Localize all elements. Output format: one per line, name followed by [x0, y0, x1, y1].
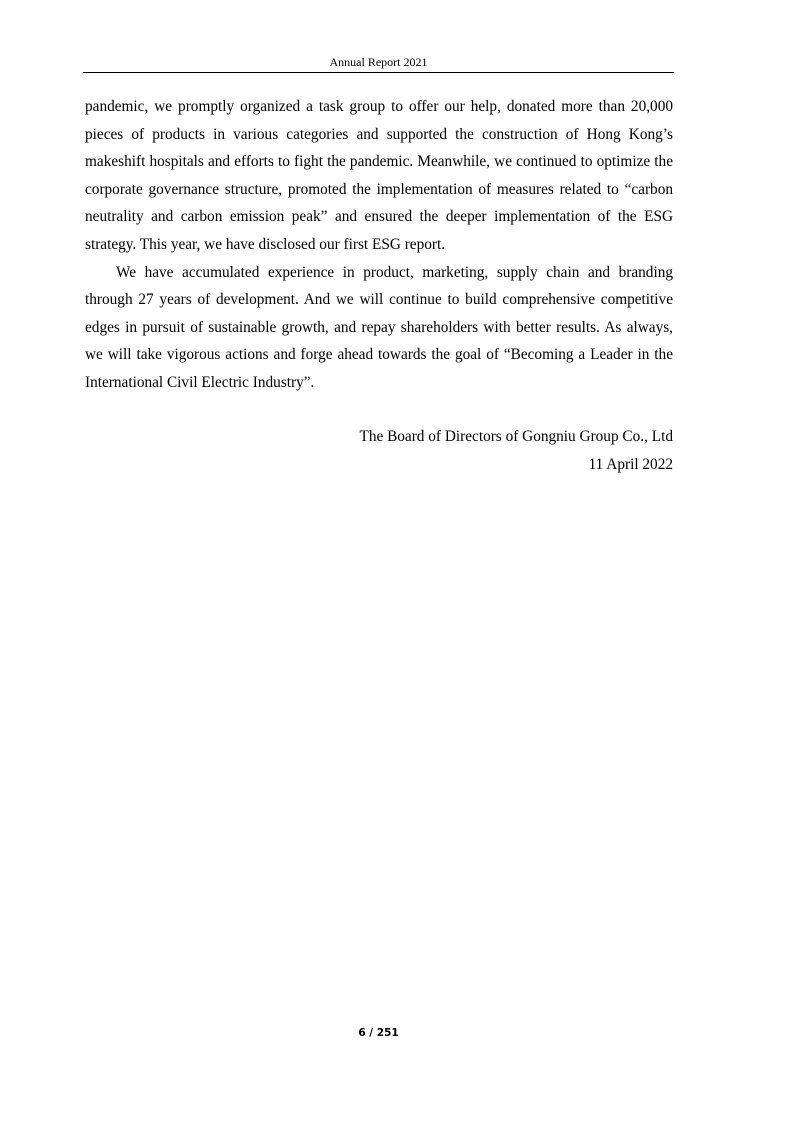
page-header: [83, 52, 674, 73]
body-text: [85, 93, 673, 397]
body-paragraph: We have accumulated experience in product, marketing, supply chain and branding through 27 years of development. And we will continue to build comprehensive competitive edges in pursuit of sustainable growth, and repay shareholders with better results. As always, we will take vigorous actions and forge ahead towards the goal of “Becoming a Leader in the International Civil Electric Industry”.: [85, 263, 673, 391]
body-paragraph-continued: pandemic, we promptly organized a task group to offer our help, donated more than 20,000 pieces of products in various categories and supported the construction of Hong Kong’s makeshift hospitals and efforts to fight the pandemic. Meanwhile, we continued to optimize the corporate governance structure, promoted the implementation of measures related to “carbon neutrality and carbon emission peak” and ensured the deeper implementation of the ESG strategy. This year, we have disclosed our first ESG report.: [85, 98, 673, 253]
signatory: The Board of Directors of Gongniu Group Co., Ltd: [359, 428, 673, 445]
page-number: 6 / 251: [358, 1027, 399, 1039]
signature-date: 11 April 2022: [588, 455, 673, 473]
header-title: Annual Report 2021: [329, 55, 428, 69]
signature-block: [85, 423, 673, 478]
